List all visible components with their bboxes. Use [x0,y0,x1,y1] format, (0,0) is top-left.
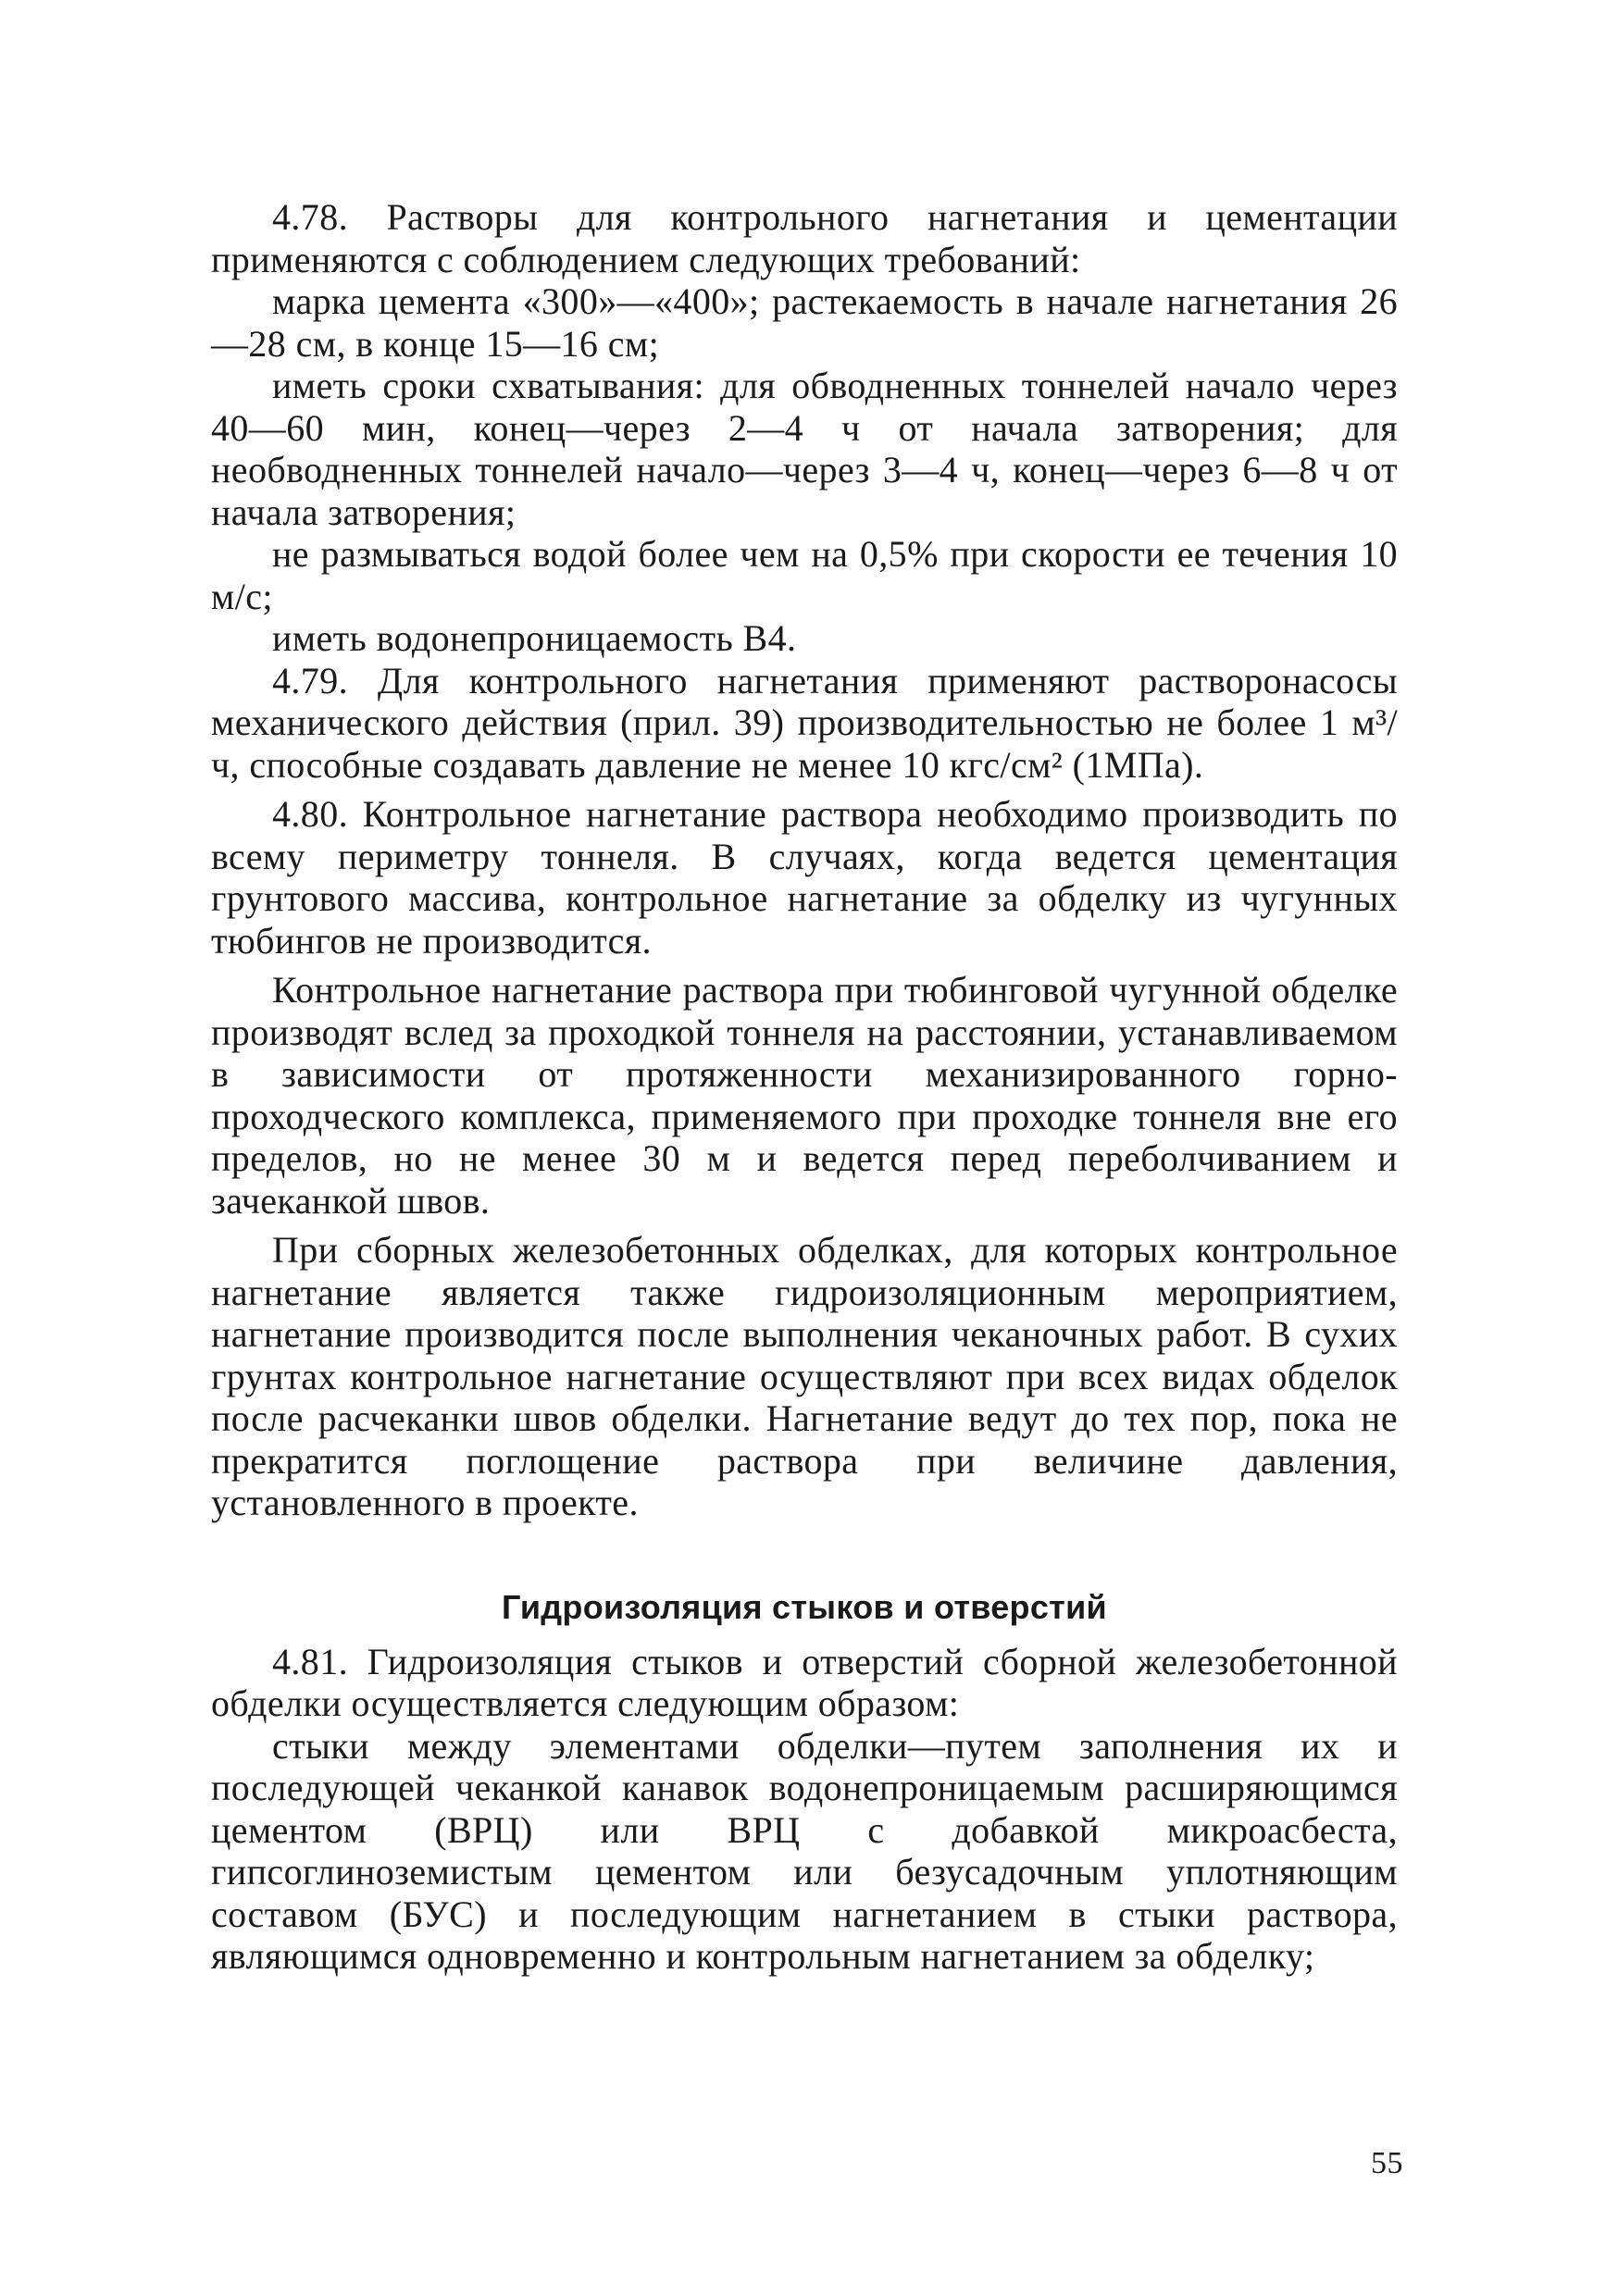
paragraph-water-resistance: иметь водонепроницаемость В4. [272,617,797,659]
paragraph-4-79: 4.79. Для контрольного нагнетания применяют растворонасосы механического действия (прил. 39) производительностью не более 1 м³/ч, способные создавать давление не менее 10 кгс/см² (1МПа). [211,659,1398,786]
page-body [211,196,1398,1978]
section-heading: Гидроизоляция стыков и отверстий [502,1587,1107,1626]
paragraph-precast-lining: При сборных железобетонных обделках, для которых контрольное нагнетание является также гидроизоляционным мероприятием, нагнетание производится после выполнения чеканочных работ. В сухих грунтах контрольное нагнетание осуществляют при всех видах обделок после расчеканки швов обделки. Нагнетание ведут до тех пор, пока не прекратится поглощение раствора при величине давления, установленного в проекте. [211,1229,1398,1523]
paragraph-cast-iron-lining: Контрольное нагнетание раствора при тюбинговой чугунной обделке производят вслед за проходкой тоннеля на расстоянии, устанавливаемом в зависимости от протяженности механизированного горно-проходческого комплекса, применяемого при проходке тоннеля вне его пределов, но не менее 30 м и ведется перед переболчиванием и зачеканкой швов. [211,969,1398,1222]
paragraph-4-80: 4.80. Контрольное нагнетание раствора необходимо производить по всему периметру тоннеля. В случаях, когда ведется цементация грунтового массива, контрольное нагнетание за обделку из чугунных тюбингов не производится. [211,793,1398,962]
paragraph-cement-grade: марка цемента «300»—«400»; растекаемость в начале нагнетания 26—28 см, в конце 15—16 см; [211,280,1398,365]
paragraph-joints: стыки между элементами обделки—путем заполнения их и последующей чеканкой канавок водонепроницаемым расширяющимся цементом (ВРЦ) или ВРЦ с добавкой микроасбеста, гипсоглиноземистым цементом или безусадочным уплотняющим составом (БУС) и последующим нагнетанием в стыки раствора, являющимся одновременно и контрольным нагнетанием за обделку; [211,1724,1398,1977]
paragraph-4-78: 4.78. Растворы для контрольного нагнетания и цементации применяются с соблюдением следующих требований: [211,196,1398,280]
paragraph-4-81: 4.81. Гидроизоляция стыков и отверстий сборной железобетонной обделки осуществляется следующим образом: [211,1640,1398,1724]
paragraph-setting-time: иметь сроки схватывания: для обводненных тоннелей начало через 40—60 мин, конец—через 2—4 ч от начала затворения; для необводненных тоннелей начало—через 3—4 ч, конец—через 6—8 ч от начала затворения; [211,365,1398,533]
page-number: 55 [1371,2146,1403,2180]
paragraph-washout: не размываться водой более чем на 0,5% при скорости ее течения 10 м/с; [211,533,1398,617]
